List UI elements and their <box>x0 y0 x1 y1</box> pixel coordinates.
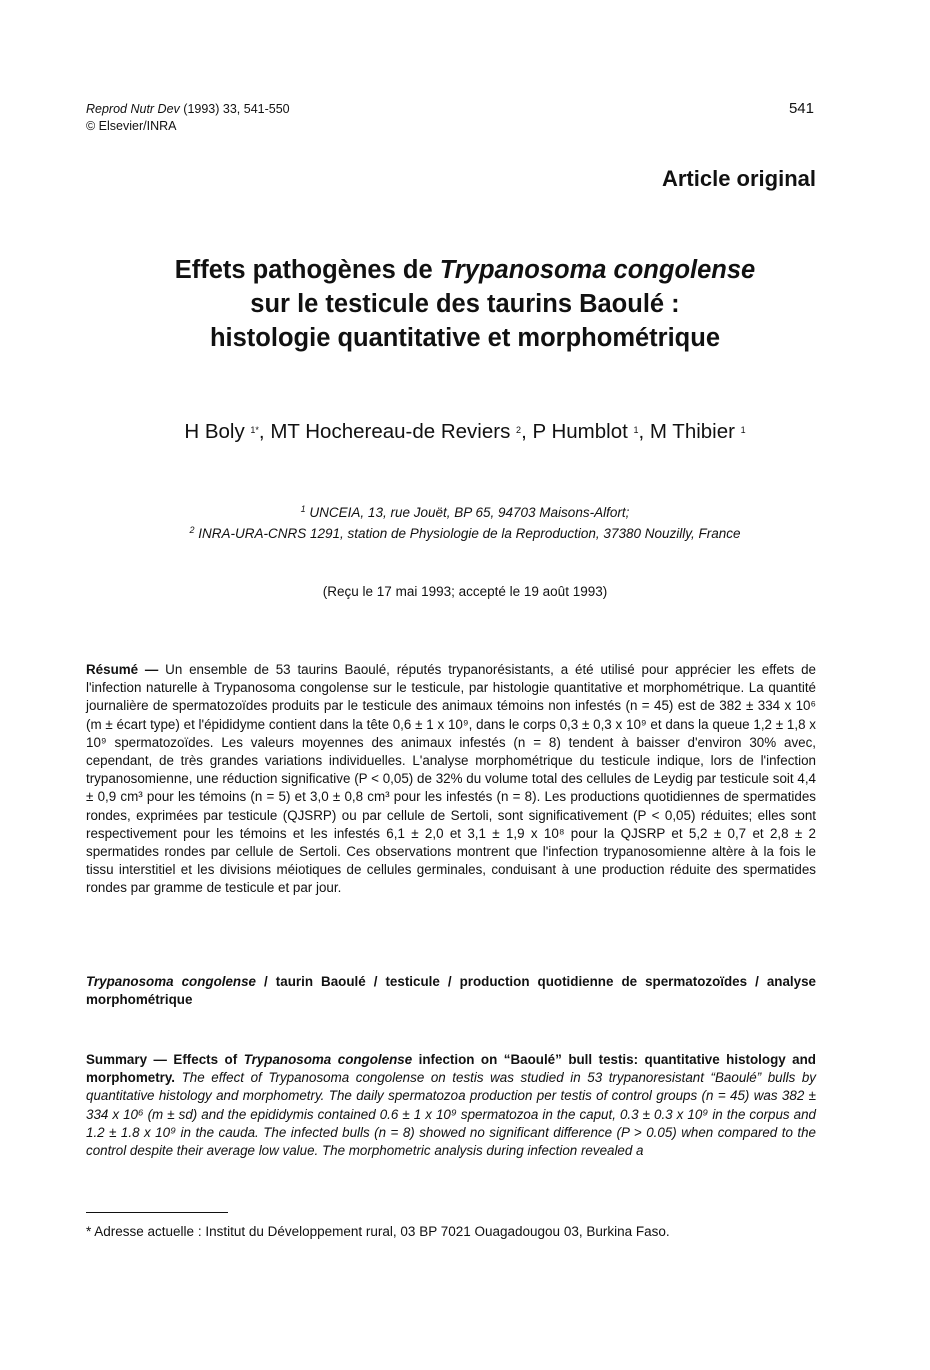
author-affil-mark: 2 <box>516 425 522 435</box>
article-title <box>0 253 930 355</box>
affiliation-1: UNCEIA, 13, rue Jouët, BP 65, 94703 Maisons-Alfort; <box>305 505 630 520</box>
journal-reference <box>86 101 290 135</box>
keyword-species: Trypanosoma congolense <box>86 974 257 989</box>
author-name: , MT Hochereau-de Reviers <box>258 420 517 443</box>
keyword-list: / taurin Baoulé / testicule / production quotidienne de spermatozoïdes / analyse morphométrique <box>86 974 816 1008</box>
keywords <box>86 973 816 1009</box>
received-dates: (Reçu le 17 mai 1993; accepté le 19 août 1993) <box>322 584 608 599</box>
author-list <box>0 420 930 444</box>
citation: (1993) 33, 541-550 <box>183 102 290 116</box>
author-name: H Boly <box>184 420 251 443</box>
author-affil-mark: 1 <box>740 425 746 435</box>
author-affil-mark: 1* <box>250 425 259 435</box>
author-name: , M Thibier <box>638 420 741 443</box>
affil-mark: 1 <box>300 504 306 514</box>
footnote-rule <box>86 1212 228 1213</box>
copyright: © Elsevier/INRA <box>86 119 177 133</box>
author-affil-mark: 1 <box>633 425 639 435</box>
summary-species: Trypanosoma congolense <box>243 1052 413 1067</box>
footnote: * Adresse actuelle : Institut du Développement rural, 03 BP 7021 Ouagadougou 03, Burkina Faso. <box>86 1224 670 1239</box>
affiliation-2: INRA-URA-CNRS 1291, station de Physiologie de la Reproduction, 37380 Nouzilly, France <box>194 526 741 541</box>
resume-label: Résumé — <box>86 662 166 677</box>
title-line-1: Effets pathogènes de <box>174 256 440 284</box>
page-number: 541 <box>788 100 814 117</box>
summary-title: infection on “Baoulé” bull testis: quantitative histology and morphometry. <box>86 1052 816 1086</box>
article-type: Article original <box>661 166 816 191</box>
summary-label: Summary — Effects of <box>86 1052 244 1067</box>
resume-text: Un ensemble de 53 taurins Baoulé, réputés trypanorésistants, a été utilisé pour apprécier les effets de l'infection naturelle à Trypanosoma congolense sur le testicule, par histologie quantitative et morphométrique. La quantité journalière de spermatozoïdes produits par le testicule des animaux témoins non infestés (n = 45) est de 382 ± 334 x 10⁶ (m ± écart type) et l'épididyme contient dans la tête 0,6 ± 1 x 10⁹, dans le corps 0,3 ± 0,3 x 10⁹ et dans la queue 1,2 ± 1,8 x 10⁹ spermatozoïdes. Les valeurs moyennes des animaux infestés (n = 8) tendent à baisser d'environ 30% avec, cependant, de très grandes variations individuelles. L'analyse morphométrique du testicule indique, lors de l'infection trypanosomienne, une réduction significative (P < 0,05) de 32% du volume total des cellules de Leydig par testicule soit 4,4 ± 0,9 cm³ pour les témoins (n = 5) et 3,0 ± 0,8 cm³ pour les infestés (n = 8). Les productions quotidiennes de spermatides rondes, exprimées par testicule (QJSRP) ou par cellule de Sertoli, sont significativement (P < 0,05) réduites; elles sont respectivement pour les témoins et les infestés 6,1 ± 2,0 et 3,1 ± 1,9 x 10⁸ pour la QJSRP et 5,2 ± 0,7 et 2,8 ± 2 spermatides rondes par cellule de Sertoli. Ces observations montrent que l'infection trypanosomienne altère à la fois le tissu interstitiel et les divisions méiotiques de cellules germinales, conduisant à une production réduite des spermatides rondes par gramme de testicule et par jour. <box>86 662 816 896</box>
affil-mark: 2 <box>189 525 195 535</box>
summary-paragraph <box>86 1051 816 1160</box>
journal-abbrev: Reprod Nutr Dev <box>86 102 180 116</box>
title-species: Trypanosoma congolense <box>439 256 756 284</box>
summary-text: The effect of Trypanosoma congolense on testis was studied in 53 trypanoresistant “Baoulé” bulls by quantitative histology and morphometry. The daily spermatozoa production per testis of control groups (n = 45) was 382 ± 334 x 10⁶ (m ± sd) and the epididymis contained 0.6 ± 1 x 10⁹ spermatozoa in the caput, 0.3 ± 0.3 x 10⁹ in the corpus and 1.2 ± 1.8 x 10⁹ in the cauda. The infected bulls (n = 8) showed no significant difference (P > 0.05) when compared to the control despite their average low value. The morphometric analysis during infection revealed a <box>86 1070 816 1159</box>
resume-paragraph <box>86 661 816 898</box>
title-line-3: histologie quantitative et morphométrique <box>209 324 721 352</box>
affiliations <box>0 502 930 544</box>
title-line-2: sur le testicule des taurins Baoulé : <box>250 290 680 318</box>
author-name: , P Humblot <box>521 420 634 443</box>
